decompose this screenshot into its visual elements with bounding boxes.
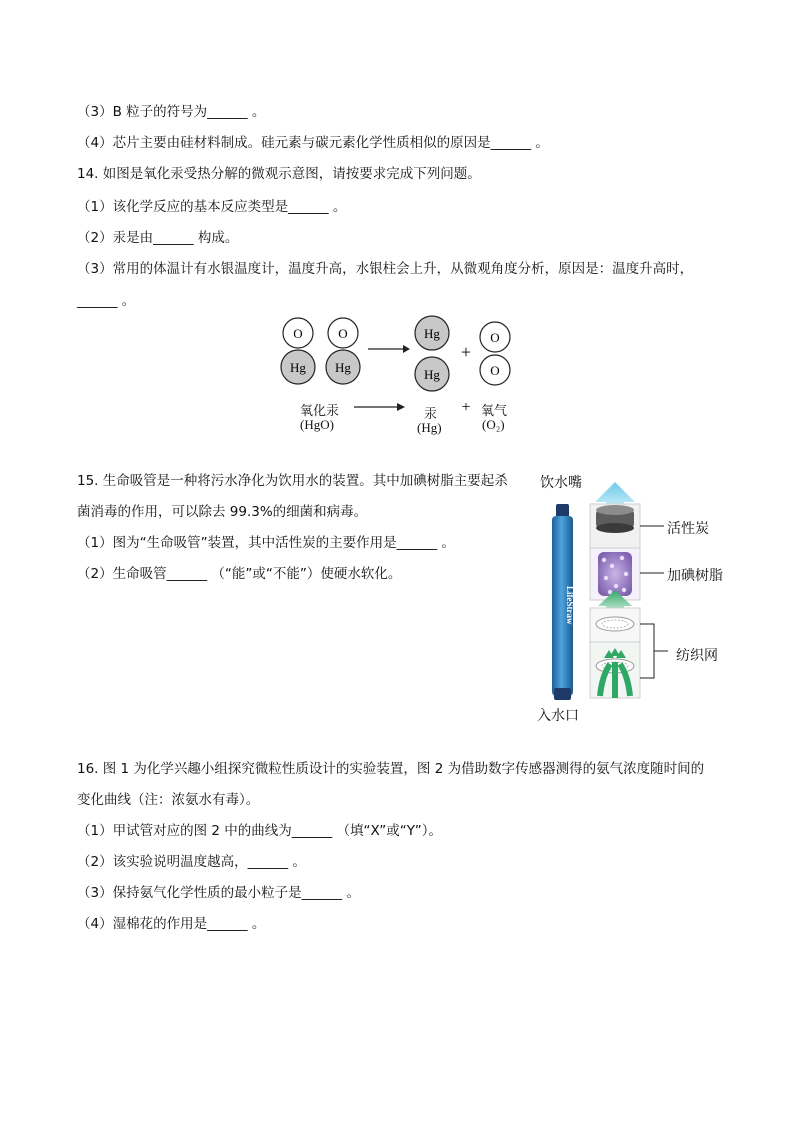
q15-part2: （2）生命吸管______ （“能”或“不能”）使硬水软化。 — [77, 566, 402, 582]
q15-stem-line1: 15. 生命吸管是一种将污水净化为饮用水的装置。其中加碘树脂主要起杀 — [77, 473, 508, 489]
q13-part3: （3）B 粒子的符号为______ 。 — [77, 104, 266, 120]
product1-formula: (Hg) — [417, 420, 442, 435]
q14-stem: 14. 如图是氧化汞受热分解的微观示意图，请按要求完成下列问题。 — [77, 166, 481, 182]
reactant-name: 氧化汞 — [300, 404, 340, 419]
resin-label: 加碘树脂 — [667, 568, 723, 584]
q14-part3b: ______ 。 — [77, 293, 136, 309]
q15-stem-line2: 菌消毒的作用，可以除去 99.3%的细菌和病毒。 — [77, 504, 368, 520]
mesh-filter-2-icon — [590, 642, 640, 698]
mesh-label: 纺织网 — [676, 648, 718, 664]
q14-part3a: （3）常用的体温计有水银温度计，温度升高，水银柱会上升，从微观角度分析，原因是：温度升高时， — [77, 261, 694, 277]
hg-atoms — [415, 316, 449, 391]
atom-hg-label: Hg — [290, 360, 306, 375]
product2-name: 氧气 — [481, 404, 508, 419]
q15-part1: （1）图为“生命吸管”装置，其中活性炭的主要作用是______ 。 — [77, 535, 455, 551]
atom-o-label: O — [490, 330, 500, 345]
carbon-label: 活性炭 — [667, 521, 709, 537]
o2-molecule — [480, 322, 510, 385]
atom-o-label: O — [490, 363, 500, 378]
hgo-molecule-1 — [281, 318, 315, 384]
word-plus-sign: + — [461, 399, 471, 416]
atom-o-label: O — [293, 326, 303, 341]
q16-stem-line1: 16. 图 1 为化学兴趣小组探究微粒性质设计的实验装置，图 2 为借助数字传感器测得的氨气浓度随时间的 — [77, 761, 705, 777]
q13-part4: （4）芯片主要由硅材料制成。硅元素与碳元素化学性质相似的原因是______ 。 — [77, 135, 549, 151]
atom-hg-label: Hg — [424, 326, 440, 341]
q16-part2: （2）该实验说明温度越高，______ 。 — [77, 854, 306, 870]
inlet-label: 入水口 — [537, 708, 579, 724]
product2-formula: (O₂) — [482, 417, 505, 432]
hgo-molecule-2 — [326, 318, 360, 384]
q16-part1: （1）甲试管对应的图 2 中的曲线为______ （填“X”或“Y”）。 — [77, 823, 442, 839]
brand-text: LifeStraw — [565, 586, 575, 625]
activated-carbon-icon — [590, 504, 640, 548]
plus-sign: + — [460, 342, 472, 362]
q16-stem-line2: 变化曲线（注：浓氨水有毒）。 — [77, 792, 260, 808]
reactant-formula: (HgO) — [300, 417, 334, 432]
atom-hg-label: Hg — [335, 360, 351, 375]
atom-o-label: O — [338, 326, 348, 341]
lifestraw-figure — [540, 478, 730, 708]
word-equation-arrow-icon — [354, 403, 405, 411]
q14-part2: （2）汞是由______ 构成。 — [77, 230, 239, 246]
q16-part4: （4）湿棉花的作用是______ 。 — [77, 916, 266, 932]
q16-part3: （3）保持氨气化学性质的最小粒子是______ 。 — [77, 885, 360, 901]
atom-hg-label: Hg — [424, 367, 440, 382]
product1-name: 汞 — [424, 407, 438, 422]
reaction-arrow-icon — [368, 345, 410, 353]
q14-part1: （1）该化学反应的基本反应类型是______ 。 — [77, 199, 347, 215]
mesh-filter-1-icon — [590, 608, 640, 642]
outlet-label: 饮水嘴 — [540, 475, 582, 491]
straw-body — [552, 504, 575, 700]
mesh-bracket — [640, 624, 668, 678]
